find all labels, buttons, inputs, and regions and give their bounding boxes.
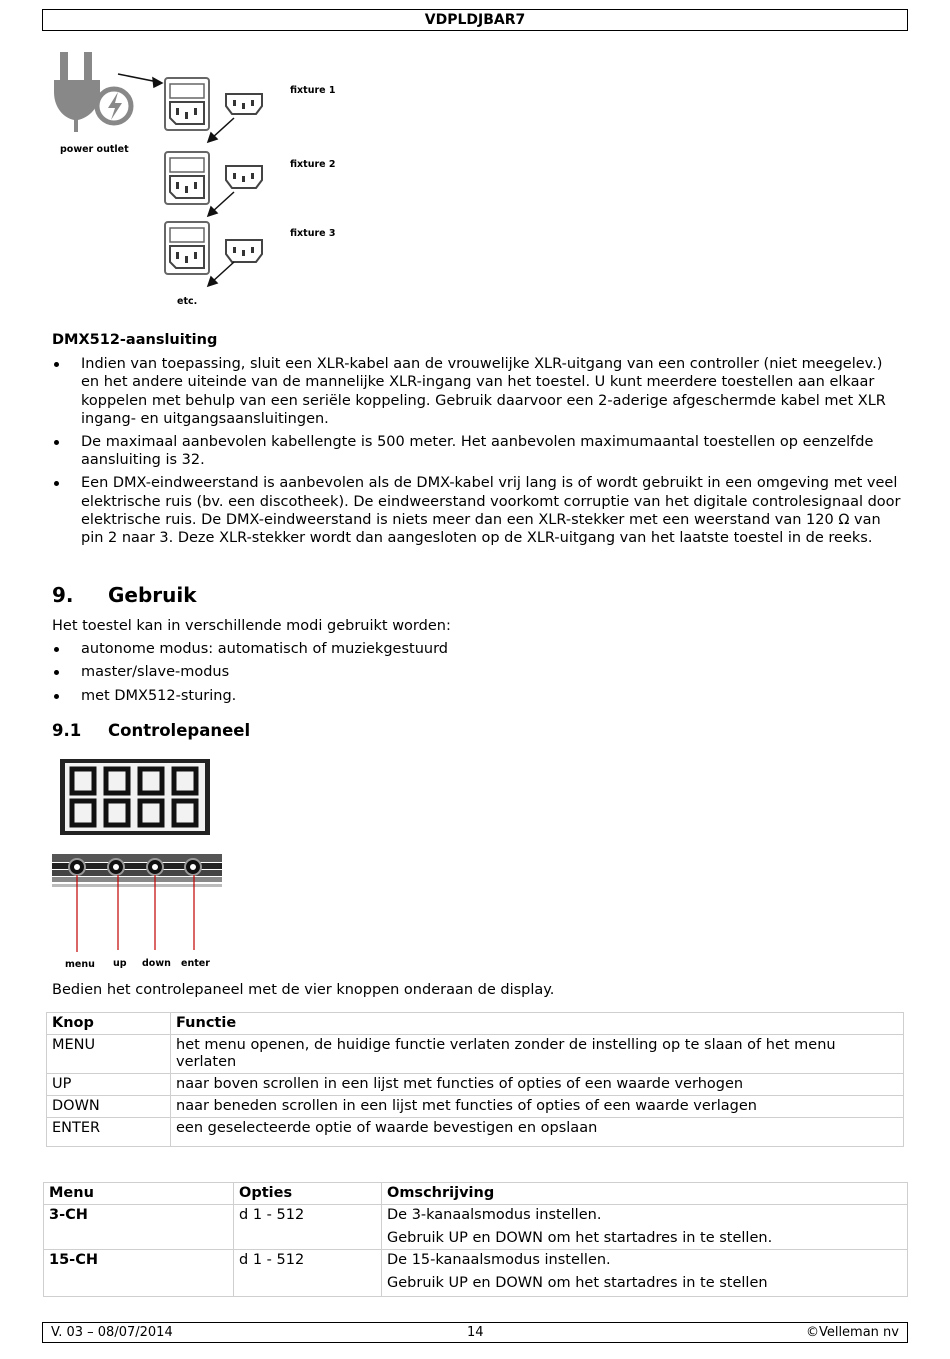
- control-panel-figure: [52, 757, 227, 972]
- dmx-section: [52, 331, 902, 552]
- table-header-cell: Knop: [47, 1013, 171, 1035]
- up-button-label: up: [113, 958, 127, 969]
- table-cell: het menu openen, de huidige functie verlaten zonder de instelling op te slaan of het menu verlaten: [171, 1035, 904, 1074]
- description-line: Gebruik UP en DOWN om het startadres in te stellen: [387, 1275, 768, 1291]
- table-cell: DOWN: [47, 1096, 171, 1118]
- dmx-bullet: Een DMX-eindweerstand is aanbevolen als de DMX-kabel vrij lang is of wordt gebruikt in een omgeving met veel elektrische ruis (bv. een discotheek). De eindweerstand voorkomt corruptie van het digitale controlesignaal door elektrische ruis. De DMX-eindweerstand is niets meer dan een XLR-stekker met een weerstand van 120 Ω van pin 2 naar 3. Deze XLR-stekker wordt dan aangesloten op de XLR-uitgang van het laatste toestel in de reeks.: [52, 474, 902, 547]
- table-cell: 3-CH: [44, 1205, 234, 1250]
- fixture-connector-2: [165, 152, 262, 204]
- panel-caption: Bedien het controlepaneel met de vier knoppen onderaan de display.: [52, 982, 555, 998]
- section-title: Controlepaneel: [108, 721, 251, 740]
- fixture-3-label: fixture 3: [290, 228, 336, 239]
- power-outlet-label: power outlet: [60, 144, 129, 155]
- table-row: [47, 1074, 904, 1096]
- table-header-row: [44, 1183, 908, 1205]
- table-header-cell: Menu: [44, 1183, 234, 1205]
- fixture-1-label: fixture 1: [290, 85, 336, 96]
- footer-version: V. 03 – 08/07/2014: [51, 1325, 173, 1340]
- menu-button-label: menu: [65, 959, 95, 970]
- table-cell: 15-CH: [44, 1250, 234, 1297]
- mode-bullet: autonome modus: automatisch of muziekgestuurd: [52, 640, 902, 658]
- buttons-table: [46, 1012, 904, 1147]
- fixture-connector-1: [165, 78, 262, 130]
- description-line: Gebruik UP en DOWN om het startadres in te stellen.: [387, 1230, 773, 1246]
- footer-copyright: ©Velleman nv: [805, 1325, 899, 1340]
- chapter-number: 9.: [52, 583, 74, 607]
- power-plug-icon: [54, 52, 131, 132]
- chapter-title: Gebruik: [108, 583, 197, 607]
- table-cell: UP: [47, 1074, 171, 1096]
- enter-button-label: enter: [181, 958, 210, 969]
- etc-label: etc.: [177, 296, 198, 307]
- table-header-cell: Opties: [234, 1183, 382, 1205]
- power-wiring-diagram: [52, 40, 352, 310]
- mode-bullet: master/slave-modus: [52, 663, 902, 681]
- table-header-row: [47, 1013, 904, 1035]
- fixture-2-label: fixture 2: [290, 159, 336, 170]
- table-row: [44, 1250, 908, 1297]
- chapter-body: [52, 617, 902, 710]
- down-button-label: down: [142, 958, 171, 969]
- table-row: [44, 1205, 908, 1250]
- chapter-intro: Het toestel kan in verschillende modi gebruikt worden:: [52, 618, 451, 634]
- mode-bullet: met DMX512-sturing.: [52, 687, 902, 705]
- description-line: De 3-kanaalsmodus instellen.: [387, 1207, 602, 1223]
- table-cell: een geselecteerde optie of waarde bevestigen en opslaan: [171, 1118, 904, 1147]
- header-title: VDPLDJBAR7: [424, 12, 526, 28]
- section-number: 9.1: [52, 721, 82, 740]
- table-cell: naar beneden scrollen in een lijst met functies of opties of een waarde verlagen: [171, 1096, 904, 1118]
- page-header: [42, 9, 908, 31]
- table-cell: MENU: [47, 1035, 171, 1074]
- display-image: [60, 759, 210, 835]
- fixture-connector-3: [165, 222, 262, 274]
- menu-table: [43, 1182, 908, 1297]
- dmx-bullet-list: [52, 355, 902, 547]
- chapter-heading: [52, 583, 197, 607]
- dmx-heading: DMX512-aansluiting: [52, 332, 218, 348]
- table-row: [47, 1035, 904, 1074]
- table-header-cell: Functie: [171, 1013, 904, 1035]
- table-cell: ENTER: [47, 1118, 171, 1147]
- page-footer: [42, 1322, 908, 1343]
- footer-page-number: 14: [467, 1325, 484, 1340]
- table-cell: [382, 1205, 908, 1250]
- table-cell: d 1 - 512: [234, 1250, 382, 1297]
- table-row: [47, 1118, 904, 1147]
- dmx-bullet: De maximaal aanbevolen kabellengte is 500 meter. Het aanbevolen maximumaantal toestellen op eenzelfde aansluiting is 32.: [52, 433, 902, 469]
- mode-bullet-list: [52, 640, 902, 705]
- table-header-cell: Omschrijving: [382, 1183, 908, 1205]
- description-line: De 15-kanaalsmodus instellen.: [387, 1252, 611, 1268]
- table-cell: d 1 - 512: [234, 1205, 382, 1250]
- section-heading: [52, 721, 250, 740]
- table-cell: [382, 1250, 908, 1297]
- table-cell: naar boven scrollen in een lijst met functies of opties of een waarde verhogen: [171, 1074, 904, 1096]
- table-row: [47, 1096, 904, 1118]
- dmx-bullet: Indien van toepassing, sluit een XLR-kabel aan de vrouwelijke XLR-uitgang van een controller (niet meegelev.) en het andere uiteinde van de mannelijke XLR-ingang van het toestel. U kunt meerdere toestellen aan elkaar koppelen met behulp van een seriële koppeling. Gebruik daarvoor een 2-aderige afgeschermde kabel met XLR ingang- en uitgangsaansluitingen.: [52, 355, 902, 428]
